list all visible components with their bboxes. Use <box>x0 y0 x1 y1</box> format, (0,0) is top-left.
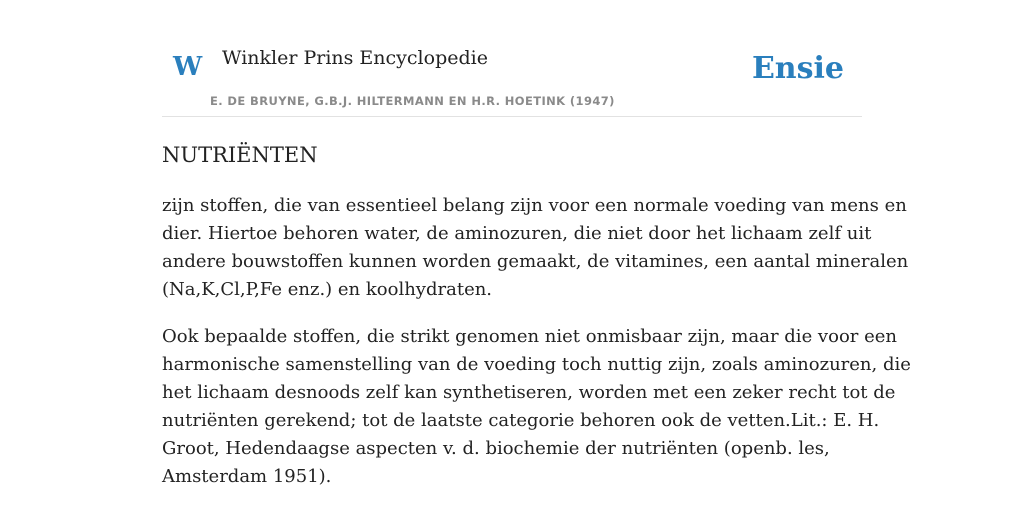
text-line: zijn stoffen, die van essentieel belang zijn voor een normale voeding van mens en <box>162 195 907 216</box>
text-line: Amsterdam 1951). <box>162 466 332 487</box>
ensie-brand-link[interactable]: Ensie <box>751 51 844 86</box>
source-title[interactable]: Winkler Prins Encyclopedie <box>222 47 488 69</box>
text-line: het lichaam desnoods zelf kan synthetiseren, worden met een zeker recht tot de <box>162 382 896 403</box>
article-body <box>162 192 911 510</box>
text-line: nutriënten gerekend; tot de laatste categorie behoren ook de vetten.Lit.: E. H. <box>162 410 880 431</box>
source-header <box>162 40 862 117</box>
text-line: Groot, Hedendaagse aspecten v. d. biochemie der nutriënten (openb. les, <box>162 438 830 459</box>
text-line: (Na,K,Cl,P,Fe enz.) en koolhydraten. <box>162 279 493 300</box>
article-paragraph <box>162 323 911 491</box>
winkler-prins-logo[interactable]: W <box>173 52 203 82</box>
source-authors: E. DE BRUYNE, G.B.J. HILTERMANN EN H.R. HOETINK (1947) <box>210 94 615 108</box>
text-line: harmonische samenstelling van de voeding toch nuttig zijn, zoals aminozuren, die <box>162 354 911 375</box>
text-line: dier. Hiertoe behoren water, de aminozuren, die niet door het lichaam zelf uit <box>162 223 872 244</box>
article-title: NUTRIËNTEN <box>162 143 318 167</box>
text-line: Ook bepaalde stoffen, die strikt genomen niet onmisbaar zijn, maar die voor een <box>162 326 898 347</box>
article-paragraph <box>162 192 909 304</box>
text-line: andere bouwstoffen kunnen worden gemaakt, de vitamines, een aantal mineralen <box>162 251 909 272</box>
